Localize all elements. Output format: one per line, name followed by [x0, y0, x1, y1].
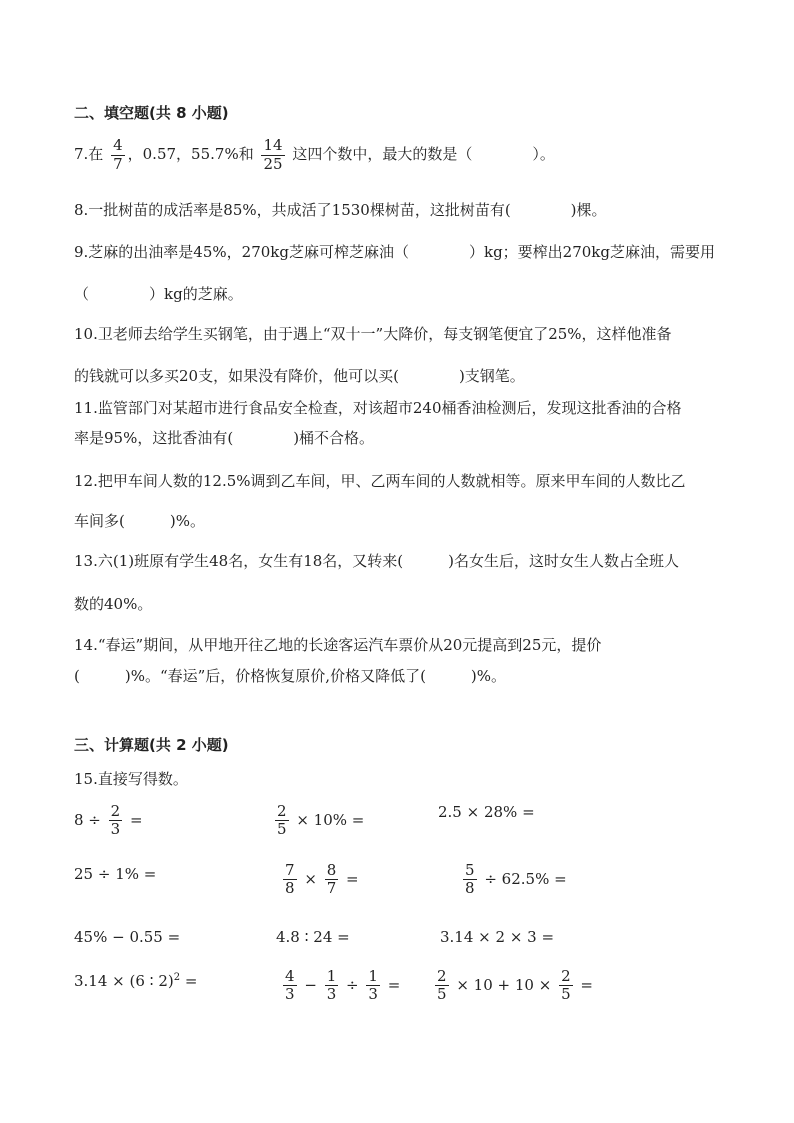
calc-5 — [280, 862, 359, 898]
q7-suffix: 这四个数中，最大的数是（ ）。 — [292, 145, 555, 163]
calc-6-rest: ÷ 62.5% = — [484, 869, 567, 888]
question-9-line-1: 9.芝麻的出油率是45%，270kg芝麻可榨芝麻油（ ）kg；要榨出270kg芝麻油，需要用 — [74, 243, 715, 261]
calc-5-times: × — [304, 869, 317, 888]
calc-11-num-2: 1 — [326, 967, 337, 985]
calc-12-middle: × 10 + 10 × — [456, 975, 552, 994]
calc-11-num-3: 1 — [368, 967, 378, 985]
calc-11-fraction-2 — [325, 968, 339, 1004]
calc-11-den-3: 3 — [368, 985, 378, 1004]
question-11-line-2: 率是95%，这批香油有( )桶不合格。 — [74, 429, 375, 447]
calc-11-fraction-1 — [283, 968, 297, 1004]
calc-11-minus: − — [304, 975, 317, 994]
calc-5-fraction-1 — [283, 862, 297, 898]
calc-1-num: 2 — [110, 802, 121, 820]
question-13-line-2: 数的40%。 — [74, 595, 153, 613]
section-fill-blank-title: 二、填空题(共 8 小题) — [74, 104, 229, 122]
q7-f1-num: 4 — [113, 136, 123, 155]
calc-11-equals: = — [387, 975, 401, 994]
calc-12-equals: = — [580, 975, 593, 994]
question-14-line-2: ( )%。“春运”后，价格恢复原价,价格又降低了( )%。 — [74, 667, 507, 685]
calc-2-fraction — [275, 803, 289, 839]
calc-12-num-2: 2 — [561, 967, 571, 985]
calc-11-num-1: 4 — [285, 967, 295, 985]
calc-12-fraction-1 — [435, 968, 449, 1004]
calc-12-fraction-2 — [559, 968, 573, 1004]
calc-1-fraction — [109, 803, 123, 839]
question-7 — [74, 134, 555, 174]
question-14-line-1: 14.“春运”期间，从甲地开往乙地的长途客运汽车票价从20元提高到25元，提价 — [74, 636, 602, 654]
calc-9: 3.14 × 2 × 3 = — [440, 928, 555, 946]
q7-f1-den: 7 — [113, 154, 123, 173]
calc-6-fraction — [463, 862, 477, 898]
calc-2-den: 5 — [277, 820, 287, 839]
calc-3: 2.5 × 28% = — [438, 803, 535, 821]
calc-2-num: 2 — [277, 802, 287, 820]
calc-7: 45% − 0.55 = — [74, 928, 181, 946]
calc-12-den-1: 5 — [437, 985, 447, 1004]
calc-12-den-2: 5 — [561, 985, 571, 1004]
question-11-line-1: 11.监管部门对某超市进行食品安全检查，对该超市240桶香油检测后，发现这批香油的合格 — [74, 399, 682, 417]
calc-11-den-2: 3 — [326, 985, 337, 1004]
calc-5-den-2: 7 — [326, 879, 337, 898]
question-8: 8.一批树苗的成活率是85%，共成活了1530棵树苗，这批树苗有( )棵。 — [74, 201, 607, 219]
calc-11-fraction-3 — [366, 968, 380, 1004]
calc-4: 25 ÷ 1% = — [74, 865, 157, 883]
calc-5-den-1: 8 — [285, 879, 295, 898]
q7-f2-num: 14 — [263, 136, 283, 155]
q7-prefix: 7.在 — [74, 145, 104, 163]
calc-6-den: 8 — [465, 879, 475, 898]
calc-1 — [74, 803, 143, 839]
calc-2 — [272, 803, 364, 839]
question-12-line-1: 12.把甲车间人数的12.5%调到乙车间，甲、乙两车间的人数就相等。原来甲车间的人数比乙 — [74, 472, 686, 490]
calc-5-num-1: 7 — [285, 861, 295, 879]
calc-11-divide: ÷ — [346, 975, 359, 994]
calc-11-den-1: 3 — [285, 985, 295, 1004]
calc-5-equals: = — [346, 869, 359, 888]
calc-10-exponent: 2 — [173, 972, 181, 983]
calc-12-num-1: 2 — [437, 967, 447, 985]
section-calc-title: 三、计算题(共 2 小题) — [74, 736, 229, 754]
q7-f2-den: 25 — [263, 154, 283, 173]
calc-11 — [280, 968, 400, 1004]
question-13-line-1: 13.六(1)班原有学生48名，女生有18名，又转来( )名女生后，这时女生人数占全班人 — [74, 552, 679, 570]
calc-10-equals: = — [180, 972, 198, 990]
question-10-line-1: 10.卫老师去给学生买钢笔，由于遇上“双十一”大降价，每支钢笔便宜了25%，这样他准备 — [74, 325, 672, 343]
calc-10 — [74, 972, 197, 990]
calc-2-rest: × 10% = — [296, 810, 365, 829]
question-15-title: 15.直接写得数。 — [74, 770, 188, 788]
calc-5-num-2: 8 — [326, 861, 337, 879]
q7-fraction-1 — [111, 137, 125, 173]
question-12-line-2: 车间多( )%。 — [74, 512, 205, 530]
q7-fraction-2 — [261, 137, 284, 173]
calc-5-fraction-2 — [325, 862, 339, 898]
calc-1-equals: = — [130, 810, 143, 829]
calc-12 — [432, 968, 593, 1004]
q7-mid: ，0.57，55.7%和 — [127, 145, 254, 163]
calc-1-prefix: 8 ÷ — [74, 810, 101, 829]
calc-8: 4.8 ∶ 24 = — [276, 928, 350, 946]
calc-6 — [460, 862, 567, 898]
calc-1-den: 3 — [110, 820, 121, 839]
calc-10-base: 3.14 × (6 ∶ 2) — [74, 972, 174, 990]
question-9-line-2: （ ）kg的芝麻。 — [74, 285, 243, 303]
question-10-line-2: 的钱就可以多买20支，如果没有降价，他可以买( )支钢笔。 — [74, 367, 525, 385]
calc-6-num: 5 — [465, 861, 475, 879]
